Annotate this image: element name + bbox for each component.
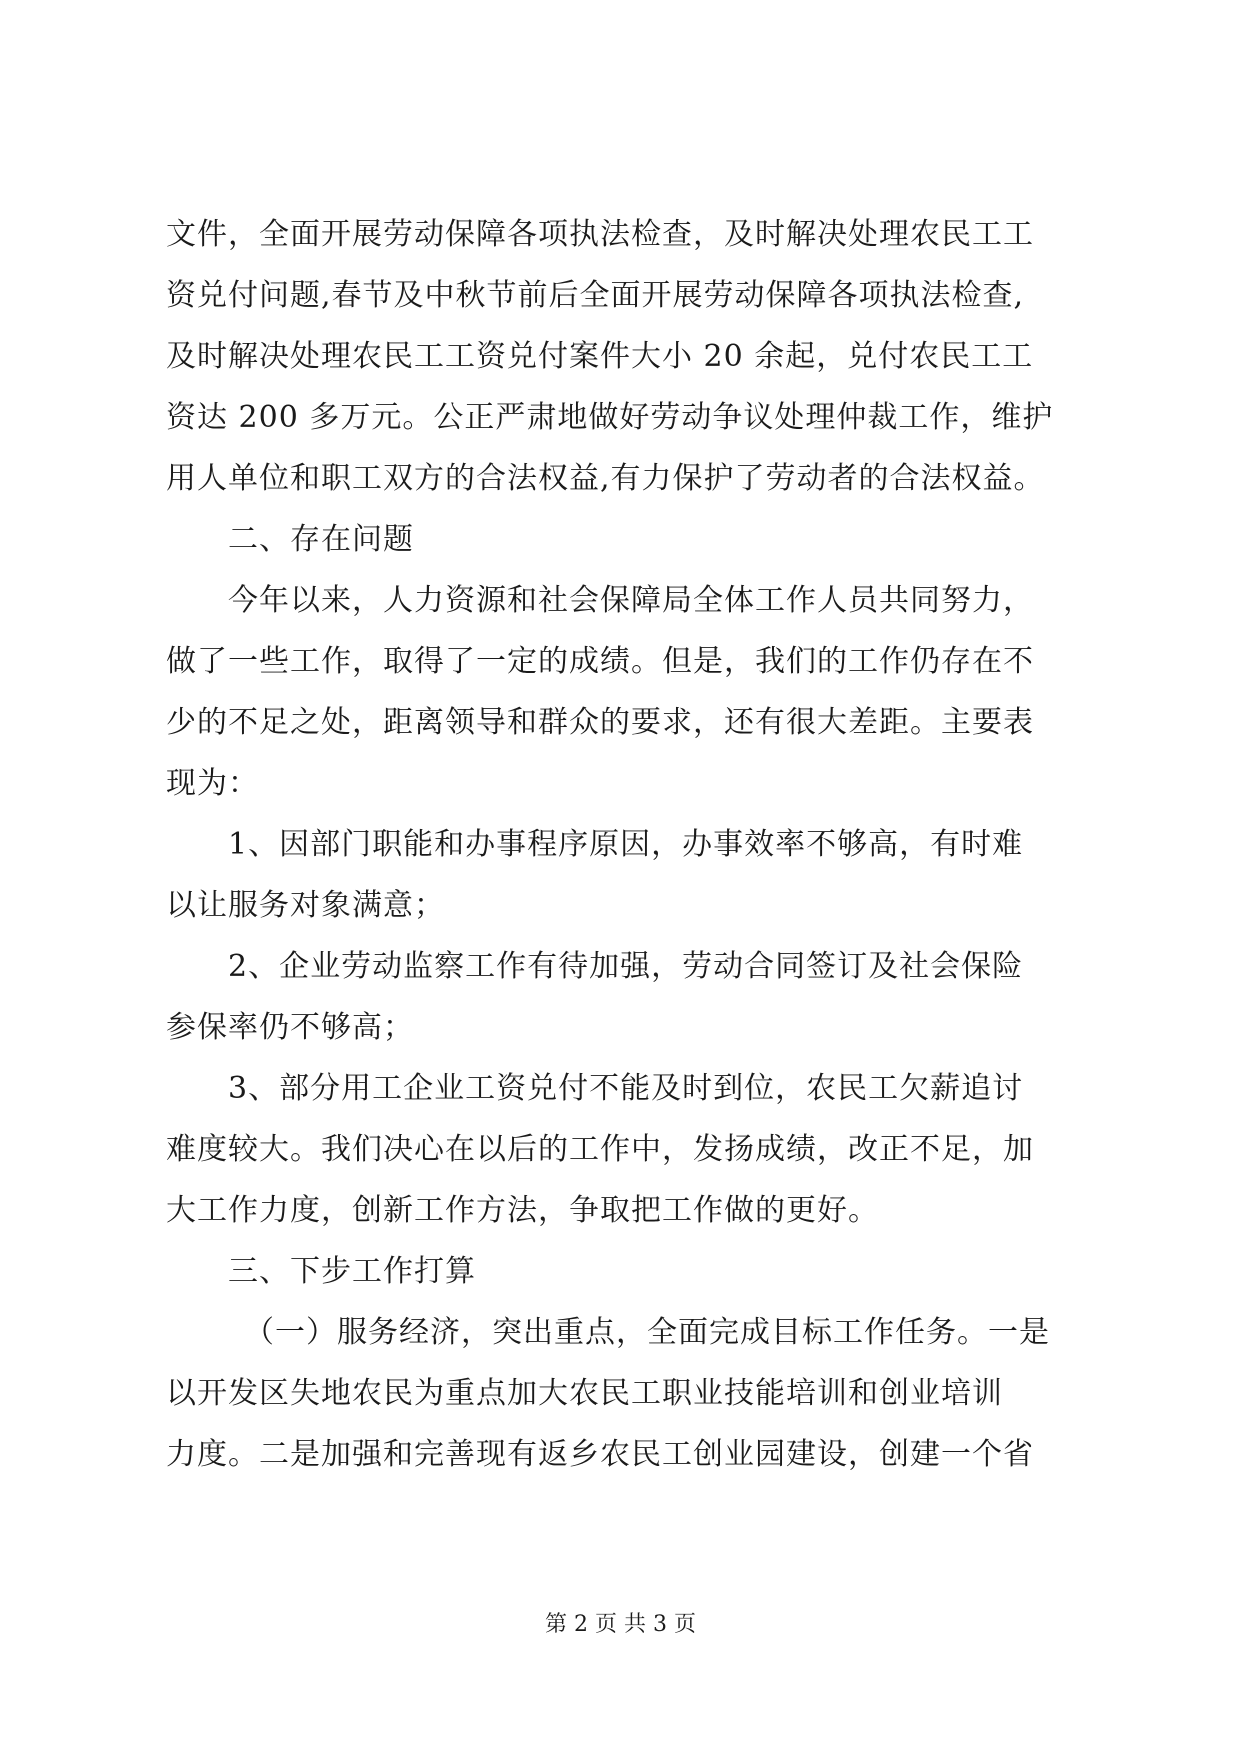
paragraph-line: 做了一些工作，取得了一定的成绩。但是，我们的工作仍存在不 xyxy=(166,644,1034,679)
list-item-line: 1、因部门职能和办事程序原因，办事效率不够高，有时难 xyxy=(228,827,1024,862)
paragraph-line: 文件，全面开展劳动保障各项执法检查，及时解决处理农民工工 xyxy=(166,217,1034,252)
paragraph-line: 现为： xyxy=(166,766,259,801)
section-heading: 三、下步工作打算 xyxy=(228,1254,476,1289)
paragraph-line: 少的不足之处，距离领导和群众的要求，还有很大差距。主要表 xyxy=(166,705,1034,740)
section-heading: 二、存在问题 xyxy=(228,522,414,557)
list-item-line: 以让服务对象满意； xyxy=(166,888,445,923)
paragraph-line: 今年以来，人力资源和社会保障局全体工作人员共同努力， xyxy=(228,583,1034,618)
paragraph-line: 及时解决处理农民工工资兑付案件大小 20 余起，兑付农民工工 xyxy=(166,339,1034,374)
document-body xyxy=(166,204,1086,1485)
list-item-line: 大工作力度，创新工作方法，争取把工作做的更好。 xyxy=(166,1193,879,1228)
list-item-line: 难度较大。我们决心在以后的工作中，发扬成绩，改正不足，加 xyxy=(166,1132,1034,1167)
paragraph-line: 资兑付问题,春节及中秋节前后全面开展劳动保障各项执法检查, xyxy=(166,278,1025,313)
list-item-line: 2、企业劳动监察工作有待加强，劳动合同签订及社会保险 xyxy=(228,949,1024,984)
paragraph-line: 用人单位和职工双方的合法权益,有力保护了劳动者的合法权益。 xyxy=(166,461,1045,496)
paragraph-line: 力度。二是加强和完善现有返乡农民工创业园建设，创建一个省 xyxy=(166,1437,1034,1472)
paragraph-line: 资达 200 多万元。公正严肃地做好劳动争议处理仲裁工作，维护 xyxy=(166,400,1054,435)
list-item-line: 参保率仍不够高； xyxy=(166,1010,414,1045)
paragraph-line: 以开发区失地农民为重点加大农民工职业技能培训和创业培训 xyxy=(166,1376,1003,1411)
list-item-line: 3、部分用工企业工资兑付不能及时到位，农民工欠薪追讨 xyxy=(228,1071,1024,1106)
page-number-footer: 第 2 页 共 3 页 xyxy=(545,1612,696,1637)
subsection-line: （一）服务经济，突出重点，全面完成目标工作任务。一是 xyxy=(244,1315,1050,1350)
